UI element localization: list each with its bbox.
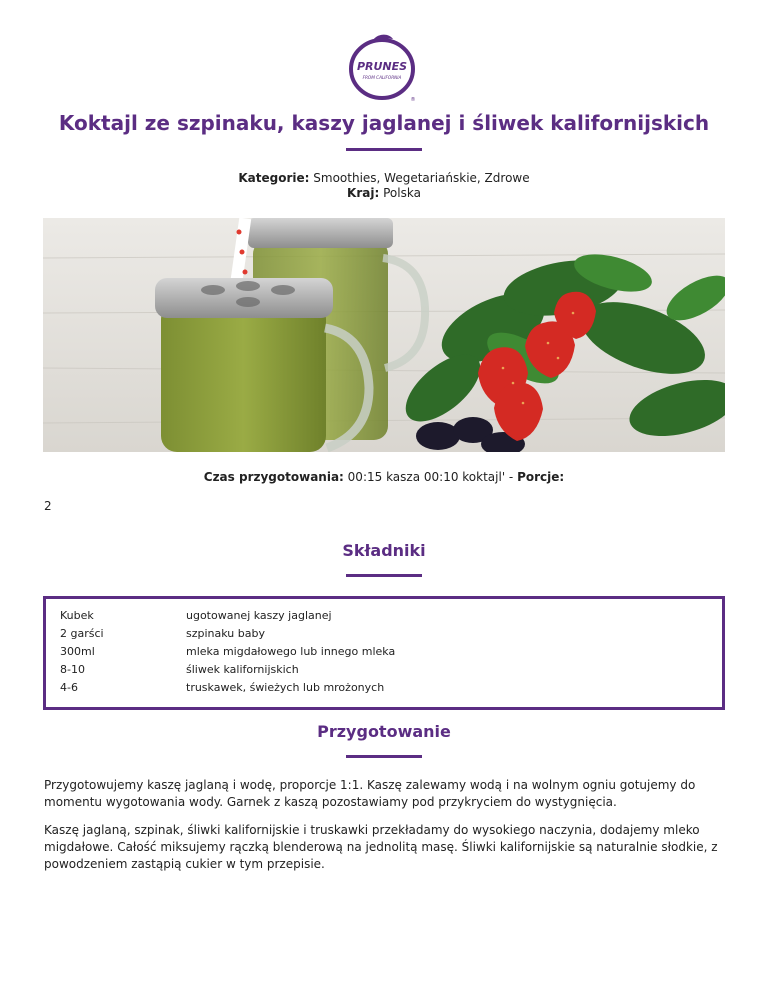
preparation-heading: Przygotowanie [317,722,451,741]
recipe-title: Koktajl ze szpinaku, kaszy jaglanej i śliwek kalifornijskich [58,111,710,135]
ingredients-divider [346,574,422,577]
country-line [0,185,768,201]
logo-sub: FROM CALIFORNIA [362,75,402,80]
prep-time-value: 00:15 kasza 00:10 koktajl' - [347,470,514,484]
ingredient-name: ugotowanej kaszy jaglanej [186,609,332,622]
preparation-step: Przygotowujemy kaszę jaglaną i wodę, proporcje 1:1. Kaszę zalewamy wodą i na wolnym ogniu gotujemy do momentu wygotowania wody. Garnek z kaszą pozostawiamy pod przykryciem do wystygnięcia. [44,778,696,809]
recipe-photo [43,218,725,452]
category-line [0,170,768,186]
prep-time-label: Czas przygotowania: [203,470,344,484]
country-label: Kraj: [347,186,380,200]
category-label: Kategorie: [238,171,310,185]
servings-label: Porcje: [517,470,565,484]
ingredient-name: truskawek, świeżych lub mrożonych [186,681,385,694]
ingredients-box [43,596,725,710]
ingredient-qty: 8-10 [60,663,85,676]
ingredient-qty: Kubek [60,609,94,622]
prep-time-line [0,470,768,484]
ingredients-heading: Składniki [342,541,426,560]
ingredient-qty: 4-6 [60,681,78,694]
ingredient-qty: 2 garści [60,627,104,640]
ingredient-name: mleka migdałowego lub innego mleka [186,645,396,658]
servings-value: 2 [44,499,52,513]
prunes-logo [345,33,421,103]
preparation-divider [346,755,422,758]
preparation-step: Kaszę jaglaną, szpinak, śliwki kalifornijskie i truskawki przekładamy do wysokiego naczynia, dodajemy mleko migdałowe. Całość miksujemy rączką blenderową na jednolitą masę. Śliwki kalifornijskie są naturalnie słodkie, z powodzeniem zastąpią cukier w tym przepisie. [44,823,718,871]
logo-reg: ® [410,97,416,103]
ingredient-name: szpinaku baby [186,627,265,640]
logo-brand: PRUNES [356,60,408,73]
category-value: Smoothies, Wegetariańskie, Zdrowe [313,171,530,185]
title-divider [346,148,422,151]
ingredient-name: śliwek kalifornijskich [186,663,299,676]
country-value: Polska [383,186,421,200]
ingredient-qty: 300ml [60,645,95,658]
